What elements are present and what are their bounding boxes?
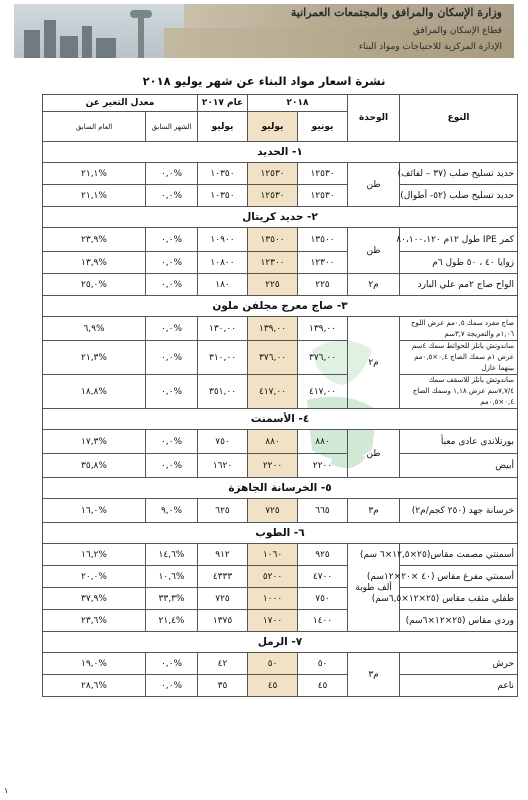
june-price: ٤٧٠٠ bbox=[298, 566, 348, 588]
building-shape bbox=[82, 26, 92, 58]
july-price: ١٢٣٠٠ bbox=[248, 252, 298, 274]
june-price: ٢٢٥ bbox=[298, 274, 348, 296]
item-name: زوايا ٤٠ ، ٥٠ طول ٦م bbox=[400, 252, 518, 274]
change-prev-year: %٢١,١ bbox=[43, 185, 146, 207]
tower-top-shape bbox=[130, 10, 152, 18]
change-prev-month: %٠,٠ bbox=[146, 163, 198, 185]
section-header-row bbox=[43, 296, 518, 317]
section-title: ٥- الخرسانة الجاهزة bbox=[43, 478, 518, 499]
section-title: ٦- الطوب bbox=[43, 523, 518, 544]
unit-header: الوحدة bbox=[348, 95, 400, 142]
sector-name: قطاع الإسكان والمرافق bbox=[412, 26, 502, 36]
june-price: ١٣٥٠٠ bbox=[298, 228, 348, 252]
july-2017-price: ٣١٠,٠٠ bbox=[198, 341, 248, 375]
change-prev-month: %٢١,٤ bbox=[146, 610, 198, 632]
july-2017-price: ١٠٩٠٠ bbox=[198, 228, 248, 252]
july-price: ٥٢٠٠ bbox=[248, 566, 298, 588]
section-header-row bbox=[43, 478, 518, 499]
july-2017-price: ١٣٧٥ bbox=[198, 610, 248, 632]
change-prev-year: %٢١,٣ bbox=[43, 341, 146, 375]
section-title: ١- الحديد bbox=[43, 142, 518, 163]
june-price: ١٢٥٣٠ bbox=[298, 163, 348, 185]
june-price: ٥٠ bbox=[298, 653, 348, 675]
july-2017-price: ١٠٨٠٠ bbox=[198, 252, 248, 274]
unit-cell: م٢ bbox=[348, 274, 400, 296]
change-prev-month: %٠,٠ bbox=[146, 430, 198, 454]
change-prev-month: %١٤,٦ bbox=[146, 544, 198, 566]
section-title: ٢- حديد كريتال bbox=[43, 207, 518, 228]
change-prev-year: %١٩,٠ bbox=[43, 653, 146, 675]
july-2017-price: ١٠٣٥٠ bbox=[198, 185, 248, 207]
july-2017-price: ١٠٣٥٠ bbox=[198, 163, 248, 185]
table-row bbox=[43, 566, 518, 588]
june-price: ٨٨٠ bbox=[298, 430, 348, 454]
change-prev-year: %٣٧,٩ bbox=[43, 588, 146, 610]
june-price: ١٢٣٠٠ bbox=[298, 252, 348, 274]
ministry-name: وزارة الإسكان والمرافق والمجتمعات العمرانية bbox=[290, 6, 502, 19]
prices-table bbox=[42, 94, 518, 697]
item-name: طفلي مثقب مقاس (٢٥×١٢×٦,٥سم) bbox=[400, 588, 518, 610]
item-name: ناعم bbox=[400, 675, 518, 697]
item-name: أسمنتي مفرغ مقاس (٤٠ ×٢٠×١٢سم) bbox=[400, 566, 518, 588]
change-prev-month: %٠,٠ bbox=[146, 653, 198, 675]
item-name: ساندوتش بانلز للحوائط سمك ٤سم عرض ١م سمك الصاج ٠,٤×٠,٥مم بينهما عازل bbox=[400, 341, 518, 375]
change-prev-year: %٦,٩ bbox=[43, 317, 146, 341]
change-prev-year: %١٨,٨ bbox=[43, 375, 146, 409]
june-price: ٤٥ bbox=[298, 675, 348, 697]
header-banner bbox=[14, 4, 514, 58]
item-name: الواح صاج ٢مم علي البارد bbox=[400, 274, 518, 296]
july-2017-price: ٧٥٠ bbox=[198, 430, 248, 454]
unit-cell: طن bbox=[348, 163, 400, 207]
change-prev-year: %٣٥,٨ bbox=[43, 454, 146, 478]
july-2017-price: ٦٢٥ bbox=[198, 499, 248, 523]
page-number: ١ bbox=[4, 786, 9, 795]
type-header: النوع bbox=[400, 95, 518, 142]
july-2017-price: ٧٢٥ bbox=[198, 588, 248, 610]
june-price: ٣٧٦,٠٠ bbox=[298, 341, 348, 375]
change-header: معدل التغير عن bbox=[43, 95, 198, 112]
item-name: صاج مفرد سمك ٠,٥مم عرض اللوح ١,٠٦م والتعريجة ٣,٧سم bbox=[400, 317, 518, 341]
change-prev-year: %٢٨,٦ bbox=[43, 675, 146, 697]
change-prev-month: %١٠,٦ bbox=[146, 566, 198, 588]
table-row bbox=[43, 499, 518, 523]
july-price: ٥٠ bbox=[248, 653, 298, 675]
section-header-row bbox=[43, 142, 518, 163]
july-price: ١٧٠٠ bbox=[248, 610, 298, 632]
july-2017-price: ١٦٢٠ bbox=[198, 454, 248, 478]
july-2017-header: يوليو bbox=[198, 112, 248, 142]
july-price: ١٠٠٠ bbox=[248, 588, 298, 610]
table-row bbox=[43, 430, 518, 454]
change-prev-year: %١٦,٠ bbox=[43, 499, 146, 523]
section-header-row bbox=[43, 207, 518, 228]
section-title: ٧- الرمل bbox=[43, 632, 518, 653]
change-prev-month: %٠,٠ bbox=[146, 274, 198, 296]
june-price: ٩٢٥ bbox=[298, 544, 348, 566]
table-row bbox=[43, 375, 518, 409]
section-title: ٣- صاج معرج مجلفن ملون bbox=[43, 296, 518, 317]
change-prev-month: %٠,٠ bbox=[146, 375, 198, 409]
year-2017-header: عام ٢٠١٧ bbox=[198, 95, 248, 112]
building-shape bbox=[96, 38, 116, 58]
july-price: ١٣٩,٠٠ bbox=[248, 317, 298, 341]
change-prev-year: %٢٥,٠ bbox=[43, 274, 146, 296]
change-prev-month: %٠,٠ bbox=[146, 317, 198, 341]
item-name: أبيض bbox=[400, 454, 518, 478]
prev-month-header: الشهر السابق bbox=[146, 112, 198, 142]
table-row bbox=[43, 228, 518, 252]
item-name: كمر IPE طول ١٢م ٨٠،١٠٠،١٢٠ bbox=[400, 228, 518, 252]
year-2018-header: ٢٠١٨ bbox=[248, 95, 348, 112]
unit-cell: م٢ bbox=[348, 317, 400, 409]
june-price: ١٢٥٣٠ bbox=[298, 185, 348, 207]
table-row bbox=[43, 675, 518, 697]
section-header-row bbox=[43, 523, 518, 544]
section-header-row bbox=[43, 632, 518, 653]
item-name: خرسانة جهد (٢٥٠ كجم/م٢) bbox=[400, 499, 518, 523]
table-row bbox=[43, 274, 518, 296]
june-price: ٢٢٠٠ bbox=[298, 454, 348, 478]
july-2017-price: ٣٥ bbox=[198, 675, 248, 697]
page-title: نشرة اسعار مواد البناء عن شهر يوليو ٢٠١٨ bbox=[142, 74, 386, 88]
change-prev-year: %١٧,٣ bbox=[43, 430, 146, 454]
table-row bbox=[43, 610, 518, 632]
unit-cell: ألف طوبة bbox=[348, 544, 400, 632]
july-price: ١٣٥٠٠ bbox=[248, 228, 298, 252]
prices-table-body bbox=[43, 95, 518, 697]
section-header-row bbox=[43, 409, 518, 430]
section-title: ٤- الأسمنت bbox=[43, 409, 518, 430]
unit-cell: م٣ bbox=[348, 653, 400, 697]
prev-year-header: العام السابق bbox=[43, 112, 146, 142]
item-name: أسمنتي مصمت مقاس(٢٥×١٢,٥×٦ سم) bbox=[400, 544, 518, 566]
july-2017-price: ٤٣٣٣ bbox=[198, 566, 248, 588]
item-name: حديد تسليح صلب (٥٢- أطوال) bbox=[400, 185, 518, 207]
change-prev-year: %١٦,٢ bbox=[43, 544, 146, 566]
item-name: بورتلاندى عادى معبأ bbox=[400, 430, 518, 454]
change-prev-year: %٢١,١ bbox=[43, 163, 146, 185]
table-row bbox=[43, 341, 518, 375]
tower-shape bbox=[138, 12, 144, 58]
change-prev-year: %١٣,٩ bbox=[43, 252, 146, 274]
july-price: ٤٥ bbox=[248, 675, 298, 697]
change-prev-month: %٠,٠ bbox=[146, 341, 198, 375]
change-prev-month: %٠,٠ bbox=[146, 228, 198, 252]
table-row bbox=[43, 653, 518, 675]
june-price: ٤١٧,٠٠ bbox=[298, 375, 348, 409]
table-row bbox=[43, 252, 518, 274]
change-prev-month: %٩,٠ bbox=[146, 499, 198, 523]
june-price: ٦٦٥ bbox=[298, 499, 348, 523]
change-prev-year: %٢٠,٠ bbox=[43, 566, 146, 588]
building-shape bbox=[44, 20, 56, 58]
table-row bbox=[43, 544, 518, 566]
table-row bbox=[43, 454, 518, 478]
department-name: الإدارة المركزية للاحتياجات ومواد البناء bbox=[358, 42, 502, 52]
july-2017-price: ٤٢ bbox=[198, 653, 248, 675]
unit-cell: م٣ bbox=[348, 499, 400, 523]
july-header: يوليو bbox=[248, 112, 298, 142]
item-name: حديد تسليح صلب (٣٧ – لفائف) bbox=[400, 163, 518, 185]
july-price: ٤١٧,٠٠ bbox=[248, 375, 298, 409]
july-price: ٣٧٦,٠٠ bbox=[248, 341, 298, 375]
june-price: ١٣٩,٠٠ bbox=[298, 317, 348, 341]
table-row bbox=[43, 185, 518, 207]
change-prev-month: %٠,٠ bbox=[146, 454, 198, 478]
change-prev-month: %٣٣,٣ bbox=[146, 588, 198, 610]
june-price: ١٤٠٠ bbox=[298, 610, 348, 632]
item-name: حرش bbox=[400, 653, 518, 675]
building-shape bbox=[60, 36, 78, 58]
change-prev-month: %٠,٠ bbox=[146, 252, 198, 274]
july-price: ٧٢٥ bbox=[248, 499, 298, 523]
table-row bbox=[43, 163, 518, 185]
header-row bbox=[43, 95, 518, 112]
june-price: ٧٥٠ bbox=[298, 588, 348, 610]
change-prev-year: %٢٣,٦ bbox=[43, 610, 146, 632]
july-price: ٨٨٠ bbox=[248, 430, 298, 454]
july-2017-price: ١٨٠ bbox=[198, 274, 248, 296]
july-price: ١٢٥٣٠ bbox=[248, 185, 298, 207]
table-row bbox=[43, 588, 518, 610]
change-prev-month: %٠,٠ bbox=[146, 675, 198, 697]
july-price: ٢٢٠٠ bbox=[248, 454, 298, 478]
table-row bbox=[43, 317, 518, 341]
building-shape bbox=[24, 30, 40, 58]
july-price: ١٢٥٣٠ bbox=[248, 163, 298, 185]
july-price: ١٠٦٠ bbox=[248, 544, 298, 566]
july-2017-price: ٩١٢ bbox=[198, 544, 248, 566]
unit-cell: طن bbox=[348, 430, 400, 478]
change-prev-month: %٠,٠ bbox=[146, 185, 198, 207]
july-2017-price: ١٣٠,٠٠ bbox=[198, 317, 248, 341]
change-prev-year: %٢٣,٩ bbox=[43, 228, 146, 252]
june-header: يونيو bbox=[298, 112, 348, 142]
july-price: ٢٢٥ bbox=[248, 274, 298, 296]
july-2017-price: ٣٥١,٠٠ bbox=[198, 375, 248, 409]
item-name: ساندوتش بانلز للاسقف سمك ٧,٧/٤سم عرض ١,١٨ وسمك الصاج ٠,٤×٠,٥مم bbox=[400, 375, 518, 409]
unit-cell: طن bbox=[348, 228, 400, 274]
item-name: وردي مقاس (٢٥×١٢×٦سم) bbox=[400, 610, 518, 632]
